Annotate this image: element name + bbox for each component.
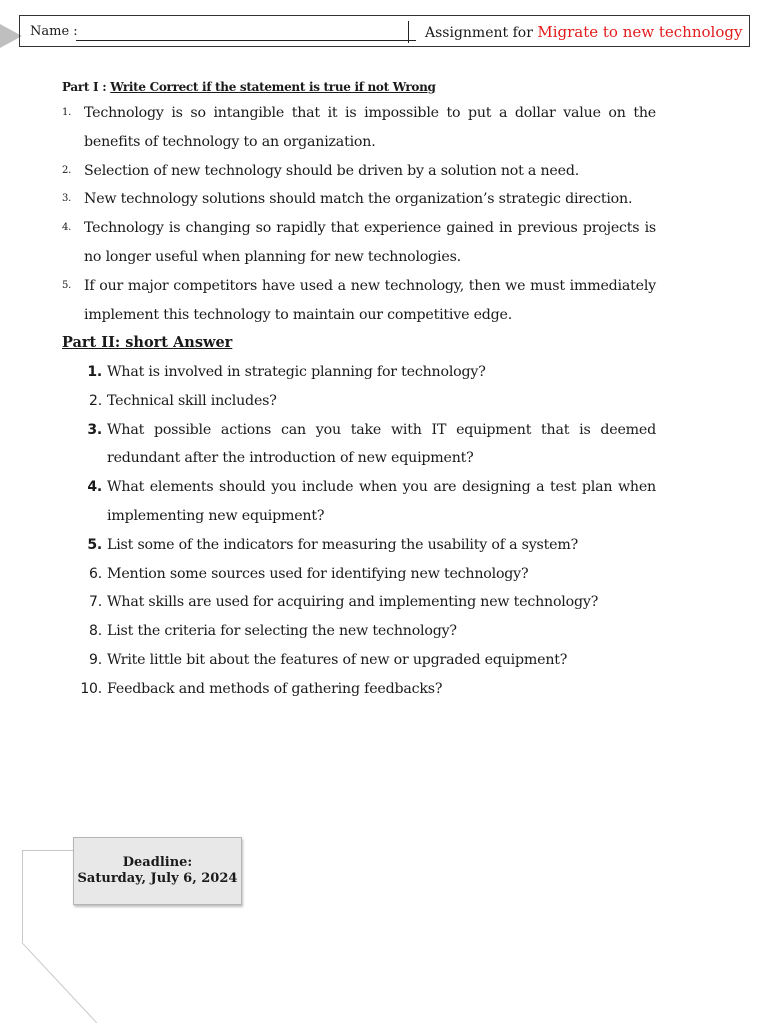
list-item [62, 157, 656, 186]
list-item [78, 473, 656, 531]
header-separator [408, 21, 409, 43]
item-text: Write little bit about the features of new or upgraded equipment? [107, 651, 568, 668]
item-text: Selection of new technology should be driven by a solution not a need. [84, 162, 580, 179]
deadline-box [73, 837, 242, 905]
part2-heading: Part II: short Answer [62, 334, 233, 351]
deadline-label: Deadline: [122, 855, 193, 870]
list-item [78, 646, 656, 675]
item-number: 6. [89, 565, 102, 582]
item-number: 2. [62, 164, 72, 176]
item-number: 10. [80, 680, 102, 697]
part1-heading [62, 80, 436, 94]
item-text: What possible actions can you take with IT equipment that is deemed redundant after the introduction of new equipment? [107, 421, 656, 467]
item-number: 1. [87, 364, 102, 380]
assignment-topic: Migrate to new technology [537, 23, 743, 41]
item-text: Feedback and methods of gathering feedbacks? [107, 680, 443, 697]
item-text: New technology solutions should match the organization’s strategic direction. [84, 191, 633, 208]
part1-instruction: Write Correct if the statement is true if not Wrong [110, 80, 436, 94]
item-number: 9. [89, 651, 102, 668]
item-text: What skills are used for acquiring and implementing new technology? [107, 594, 599, 611]
item-number: 4. [62, 222, 72, 234]
item-number: 8. [89, 623, 102, 640]
item-number: 5. [87, 536, 102, 553]
deadline-date: Saturday, July 6, 2024 [77, 871, 238, 886]
item-text: List the criteria for selecting the new technology? [107, 623, 457, 640]
item-number: 5. [62, 279, 72, 291]
list-item [78, 531, 656, 560]
short-answer-list [78, 358, 656, 704]
list-item [78, 358, 656, 387]
true-false-list [62, 99, 656, 329]
name-label: Name : [30, 24, 78, 39]
item-number: 3. [62, 193, 72, 205]
header-box [19, 15, 750, 47]
list-item [78, 387, 656, 416]
item-number: 1. [62, 107, 72, 118]
assignment-label: Assignment for [425, 25, 538, 41]
list-item [78, 588, 656, 617]
list-item [78, 675, 656, 704]
list-item [62, 214, 656, 272]
decorative-frame-line [21, 942, 97, 1023]
item-text: What is involved in strategic planning for technology? [107, 364, 486, 380]
decorative-frame-line [22, 850, 74, 851]
name-blank-line [76, 40, 416, 41]
list-item [62, 185, 656, 214]
assignment-title [425, 23, 742, 41]
list-item [78, 617, 656, 646]
item-text: If our major competitors have used a new technology, then we must immediately implement this technology to maintain our competitive edge. [84, 277, 656, 323]
item-number: 2. [89, 392, 102, 409]
decorative-frame-line [22, 850, 23, 942]
item-text: Technology is so intangible that it is impossible to put a dollar value on the benefits of technology to an organization. [84, 105, 656, 150]
part1-prefix: Part I : [62, 80, 111, 94]
item-text: Technical skill includes? [107, 392, 277, 409]
list-item [78, 416, 656, 474]
list-item [62, 99, 656, 157]
item-number: 4. [87, 479, 102, 496]
item-text: Technology is changing so rapidly that experience gained in previous projects is no longer useful when planning for new technologies. [84, 220, 656, 265]
item-text: List some of the indicators for measuring the usability of a system? [107, 536, 578, 553]
item-text: What elements should you include when you are designing a test plan when implementing new equipment? [107, 479, 656, 524]
item-number: 7. [89, 594, 102, 611]
list-item [62, 272, 656, 330]
list-item [78, 560, 656, 589]
item-number: 3. [87, 421, 102, 438]
item-text: Mention some sources used for identifying new technology? [107, 565, 529, 582]
